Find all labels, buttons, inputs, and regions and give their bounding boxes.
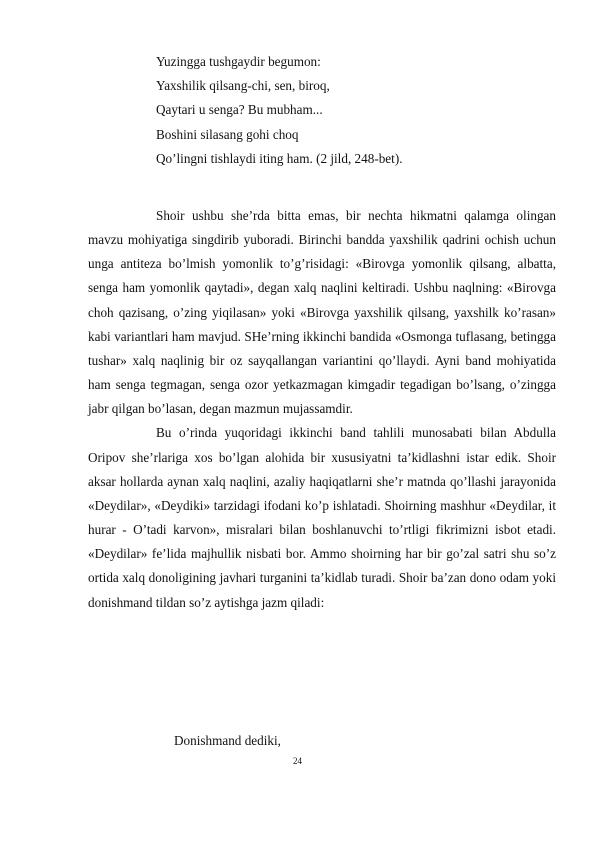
verse-line-1: Yuzingga tushgaydir begumon:	[156, 54, 321, 69]
verse-line-4: Boshini silasang gohi choq	[156, 126, 299, 142]
prose-block	[88, 204, 556, 615]
verse-line-5: Qo’lingni tishlaydi iting ham. (2 jild, 248-bet).	[156, 150, 403, 166]
verse-line-3: Qaytari u senga? Bu mubham...	[156, 102, 323, 118]
quote-line: Donishmand dediki,	[174, 733, 281, 748]
verse-line-2: Yaxshilik qilsang-chi, sen, biroq,	[156, 78, 330, 94]
paragraph-2: Bu o’rinda yuqoridagi ikkinchi band tahlili munosabati bilan Abdulla Oripov she’rlariga xos bo’lgan alohida bir xususiyatni ta’kidlashni istar edik. Shoir aksar hollarda aynan xalq naqlini, azaliy haqiqatlarni she’r matnda qo’llashi jarayonida «Deydilar», «Deydiki» tarzidagi ifodani ko’p ishlatadi. Shoirning mashhur «Deydilar, it hurar - O’tadi karvon», misralari bilan boshlanuvchi to’rtligi fikrimizni isbot etadi. «Deydilar» fe’lida majhullik nisbati bor. Ammo shoirning har bir go’zal satri shu so’z ortida xalq donoligining javhari turganini ta’kidlab turadi. Shoir ba’zan dono odam yoki donishmand tildan so’z aytishga jazm qiladi:	[88, 425, 556, 610]
paragraph-1: Shoir ushbu she’rda bitta emas, bir nechta hikmatni qalamga olingan mavzu mohiyatiga singdirib yuboradi. Birinchi bandda yaxshilik qadrini ochish uchun unga antiteza bo’lmish yomonlik to’g’risidagi: «Birovga yomonlik qilsang, albatta, senga ham yomonlik qaytadi», degan xalq naqlini keltiradi. Ushbu naqlning: «Birovga choh qazisang, o’zing yiqilasan» yoki «Birovga yaxshilik qilsang, yaxshilk ko’rasan» kabi variantlari ham mavjud. SHe’rning ikkinchi bandida «Osmonga tuflasang, betingga tushar» xalq naqlinig bir oz sayqallangan variantini qo’llaydi. Ayni band mohiyatida ham senga tegmagan, senga ozor yetkazmagan kimgadir tegadigan bo’lsang, o’zingga jabr qilgan bo’lasan, degan mazmun mujassamdir.	[88, 208, 556, 417]
page-number: 24	[293, 756, 302, 766]
verse-block	[156, 50, 556, 171]
